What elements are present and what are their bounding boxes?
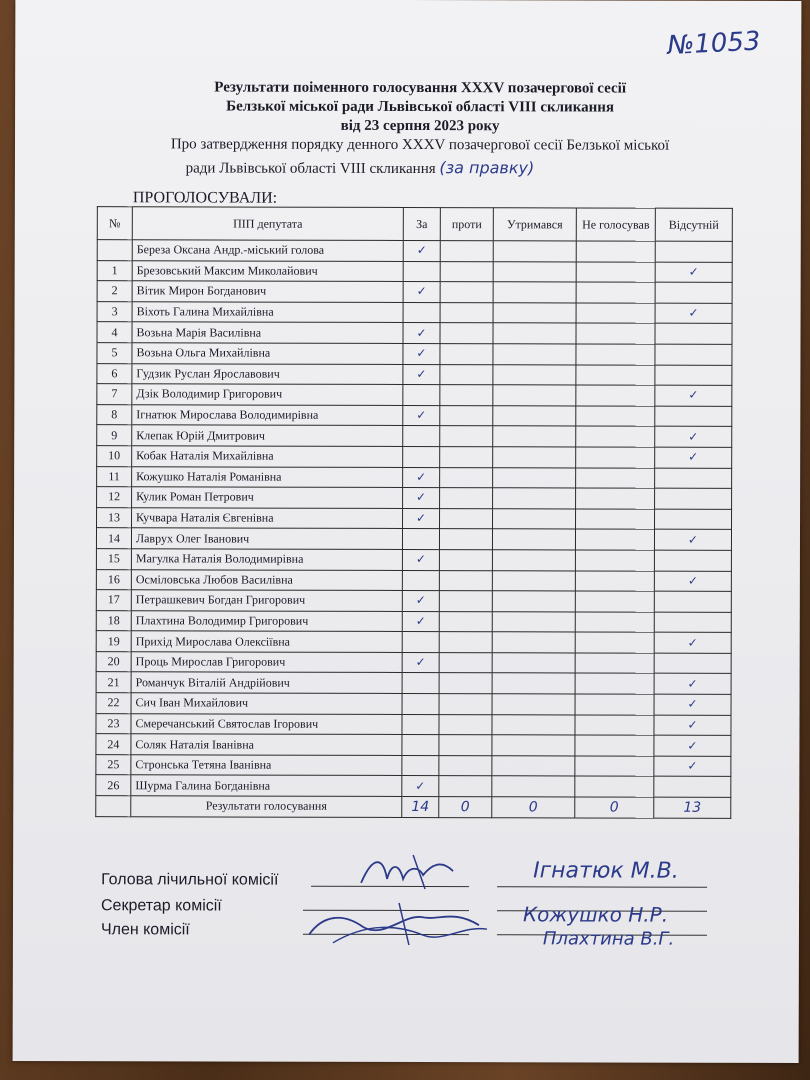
deputy-name: Прихід Мирослава Олексіївна <box>135 633 291 649</box>
row-number: 19 <box>107 633 120 648</box>
row-number: 16 <box>107 572 120 587</box>
table-row <box>97 384 732 406</box>
vote-abstained-cell <box>493 405 576 426</box>
table-row <box>96 713 731 735</box>
vote-not-voted-cell <box>576 344 655 365</box>
row-number: 7 <box>111 386 118 401</box>
deputy-name: Брезовський Максим Миколайович <box>136 263 318 278</box>
vote-against-cell <box>439 529 492 550</box>
voted-label: ПРОГОЛОСУВАЛИ: <box>132 189 278 207</box>
chair-label: Голова лічильної комісії <box>101 871 279 889</box>
row-number: 4 <box>111 324 118 339</box>
col-number: № <box>97 207 132 240</box>
deputy-name: Осміловська Любов Василівна <box>135 572 293 587</box>
vote-absent-mark: ✓ <box>688 305 699 320</box>
row-number: 9 <box>111 427 118 442</box>
vote-abstained-cell <box>492 632 575 653</box>
deputy-name: Кучвара Наталія Євгенівна <box>136 510 274 525</box>
vote-not-voted-cell <box>575 550 654 571</box>
vote-abstained-cell <box>493 426 576 447</box>
vote-abstained-cell <box>493 282 576 303</box>
row-number: 10 <box>108 448 121 463</box>
subject-line-1: Про затвердження порядку денного XXXV позачергової сесії Белзької міської <box>170 136 670 154</box>
vote-abstained-cell <box>492 673 575 694</box>
vote-against-cell <box>440 261 493 282</box>
vote-against-cell <box>439 755 492 776</box>
deputy-name: Возьна Марія Василівна <box>136 324 262 340</box>
vote-not-voted-cell <box>575 591 654 612</box>
vote-not-voted-cell <box>576 509 655 530</box>
vote-against-cell <box>440 508 493 529</box>
vote-not-voted-cell <box>576 406 655 427</box>
deputy-name: Кобак Наталія Михайлівна <box>136 448 274 463</box>
vote-absent-mark: ✓ <box>687 532 699 547</box>
vote-not-voted-cell <box>575 735 654 756</box>
vote-for-mark: ✓ <box>416 490 427 505</box>
vote-for-mark: ✓ <box>415 655 426 670</box>
vote-for-mark: ✓ <box>416 346 427 361</box>
deputy-name: Береза Оксана Андр.-міський голова <box>136 242 325 258</box>
row-number: 6 <box>111 366 118 381</box>
table-row <box>96 755 731 777</box>
row-number: 3 <box>111 304 118 319</box>
table-row <box>97 343 732 365</box>
deputy-name: Магулка Наталія Володимирівна <box>135 551 304 566</box>
vote-not-voted-cell <box>576 262 655 283</box>
secretary-label: Секретар комісії <box>100 897 222 915</box>
vote-against-cell <box>439 714 492 735</box>
vote-against-cell <box>439 652 492 673</box>
table-row <box>96 610 731 632</box>
deputy-name: Стронська Тетяна Іванівна <box>135 757 272 772</box>
row-number: 17 <box>107 592 120 607</box>
subject-handwritten-note: (за правку) <box>439 158 535 178</box>
vote-abstained-cell <box>493 323 576 344</box>
vote-for-mark: ✓ <box>416 366 427 381</box>
vote-not-voted-cell <box>575 756 654 777</box>
table-row <box>97 466 732 488</box>
vote-abstained-cell <box>493 241 576 262</box>
secretary-member-signature <box>303 895 493 955</box>
voting-protocol-sheet <box>13 0 802 1063</box>
vote-absent-mark: ✓ <box>687 635 698 650</box>
vote-absent-mark: ✓ <box>687 697 698 712</box>
table-header-row <box>97 207 732 242</box>
vote-against-cell <box>440 467 493 488</box>
vote-against-cell <box>440 302 493 323</box>
roll-call-table <box>95 206 733 818</box>
row-number: 14 <box>107 530 120 545</box>
registration-number: №1053 <box>666 26 762 62</box>
deputy-name: Вітик Мирон Богданович <box>136 283 267 299</box>
deputy-name: Сич Іван Михайлович <box>135 695 249 710</box>
row-number: 26 <box>107 777 120 792</box>
table-row <box>96 631 731 653</box>
row-number: 18 <box>107 613 120 628</box>
col-against: проти <box>440 208 493 241</box>
row-number: 12 <box>108 489 121 504</box>
vote-against-cell <box>439 694 492 715</box>
deputy-name: Лаврух Олег Іванович <box>135 530 250 546</box>
vote-for-mark: ✓ <box>416 284 427 299</box>
vote-against-cell <box>440 488 493 509</box>
vote-absent-mark: ✓ <box>687 676 698 691</box>
vote-abstained-cell <box>493 447 576 468</box>
vote-absent-mark: ✓ <box>687 758 698 773</box>
deputy-name: Кулик Роман Петрович <box>136 489 254 505</box>
vote-against-cell <box>439 632 492 653</box>
col-not-voted: Не голосував <box>576 208 655 241</box>
vote-absent-mark: ✓ <box>687 738 698 753</box>
vote-for-mark: ✓ <box>415 511 427 526</box>
col-abstained: Утримався <box>493 208 576 241</box>
vote-abstained-cell <box>492 756 575 777</box>
vote-not-voted-cell <box>575 632 654 653</box>
vote-against-cell <box>439 570 492 591</box>
deputy-name: Ігнатюк Мирослава Володимирівна <box>136 407 319 422</box>
row-number: 21 <box>107 674 120 690</box>
vote-against-cell <box>439 673 492 694</box>
vote-not-voted-cell <box>575 570 654 591</box>
table-row <box>97 507 732 529</box>
table-row <box>97 363 732 385</box>
deputy-name: Клепак Юрій Дмитрович <box>136 427 265 443</box>
vote-for-mark: ✓ <box>416 243 427 258</box>
vote-abstained-cell <box>492 653 575 674</box>
row-number: 24 <box>107 736 120 751</box>
vote-absent-mark: ✓ <box>687 573 698 588</box>
table-row <box>96 549 731 571</box>
deputy-name: Віхоть Галина Михайлівна <box>136 304 274 319</box>
row-number: 5 <box>111 345 118 360</box>
table-row <box>97 322 732 344</box>
vote-against-cell <box>439 776 492 797</box>
vote-against-cell <box>440 241 493 262</box>
vote-not-voted-cell <box>576 323 655 344</box>
row-number: 11 <box>108 469 120 484</box>
vote-not-voted-cell <box>575 715 654 736</box>
subject-line-2: ради Львівської області VIII скликання (за правку) <box>185 158 535 178</box>
row-number: 22 <box>107 695 120 710</box>
title-date: від 23 серпня 2023 року <box>340 117 500 135</box>
vote-abstained-cell <box>493 261 576 282</box>
vote-against-cell <box>439 549 492 570</box>
table-row <box>96 652 731 674</box>
vote-absent-mark: ✓ <box>688 449 699 464</box>
vote-for-mark: ✓ <box>415 593 426 608</box>
table-row <box>96 734 731 756</box>
deputy-name: Дзік Володимир Григорович <box>136 386 283 402</box>
vote-abstained-cell <box>493 364 576 385</box>
vote-for-mark: ✓ <box>415 614 426 629</box>
vote-against-cell <box>439 735 492 756</box>
totals-label: Результати голосування <box>131 796 402 817</box>
vote-absent-mark: ✓ <box>687 717 698 732</box>
deputy-name: Шурма Галина Богданівна <box>135 778 271 793</box>
total-against: 0 <box>460 798 470 815</box>
vote-not-voted-cell <box>576 467 655 488</box>
deputy-name: Плахтина Володимир Григорович <box>135 613 309 628</box>
vote-not-voted-cell <box>576 365 655 386</box>
vote-abstained-cell <box>493 467 576 488</box>
table-row <box>97 446 732 468</box>
table-row <box>97 404 732 426</box>
table-row <box>96 693 731 715</box>
vote-against-cell <box>440 282 493 303</box>
vote-not-voted-cell <box>576 385 655 406</box>
vote-abstained-cell <box>492 735 575 756</box>
vote-abstained-cell <box>493 344 576 365</box>
vote-not-voted-cell <box>576 447 655 468</box>
vote-abstained-cell <box>492 611 575 632</box>
vote-not-voted-cell <box>576 303 655 324</box>
vote-abstained-cell <box>492 529 575 550</box>
col-absent: Відсутній <box>655 208 732 241</box>
vote-against-cell <box>440 364 493 385</box>
totals-row <box>96 796 731 818</box>
vote-for-mark: ✓ <box>416 469 427 484</box>
vote-not-voted-cell <box>575 673 654 694</box>
vote-not-voted-cell <box>576 241 655 262</box>
total-abstained: 0 <box>528 799 538 816</box>
vote-abstained-cell <box>493 385 576 406</box>
vote-abstained-cell <box>492 694 575 715</box>
total-absent: 13 <box>683 799 702 816</box>
row-number: 20 <box>107 654 120 669</box>
table-row <box>96 569 731 591</box>
vote-for-mark: ✓ <box>415 778 426 793</box>
vote-for-mark: ✓ <box>416 325 427 340</box>
col-for: За <box>403 207 440 240</box>
vote-abstained-cell <box>492 570 575 591</box>
vote-abstained-cell <box>492 591 575 612</box>
vote-not-voted-cell <box>575 653 654 674</box>
deputy-name: Гудзик Руслан Ярославович <box>136 366 280 381</box>
row-number: 2 <box>111 283 118 298</box>
row-number: 15 <box>107 551 120 566</box>
total-for: 14 <box>411 798 430 815</box>
member-label: Член комісії <box>100 921 190 939</box>
table-row <box>97 240 732 262</box>
table-row <box>97 425 732 447</box>
table-row <box>96 528 731 550</box>
table-row <box>97 487 732 509</box>
row-number: 23 <box>107 716 120 731</box>
title-line-2: Белзької міської ради Львівської області VIII скликання <box>226 98 615 116</box>
vote-absent-mark: ✓ <box>688 264 699 279</box>
vote-not-voted-cell <box>575 776 654 797</box>
col-deputy-name: ПІП депутата <box>132 207 403 241</box>
vote-against-cell <box>440 426 493 447</box>
member-name-handwritten-2: Плахтина В.Г. <box>542 928 675 950</box>
vote-absent-mark: ✓ <box>688 429 699 444</box>
table-row <box>97 301 732 323</box>
table-row <box>96 590 731 612</box>
row-number: 13 <box>108 510 121 525</box>
deputy-name: Кожушко Наталія Романівна <box>136 469 282 484</box>
deputy-name: Соляк Наталія Іванівна <box>135 736 254 752</box>
vote-abstained-cell <box>493 303 576 324</box>
deputy-name: Проць Мирослав Григорович <box>135 654 286 669</box>
vote-abstained-cell <box>492 550 575 571</box>
vote-against-cell <box>440 344 493 365</box>
vote-against-cell <box>440 447 493 468</box>
table-row <box>96 775 731 797</box>
title-line-1: Результати поіменного голосування XXXV позачергової сесії <box>214 79 627 97</box>
deputy-name: Возьна Ольга Михайлівна <box>136 345 271 360</box>
deputy-name: Романчук Віталій Андрійович <box>135 675 290 690</box>
vote-not-voted-cell <box>576 426 655 447</box>
chair-name-handwritten: Ігнатюк М.В. <box>533 858 679 884</box>
vote-against-cell <box>439 591 492 612</box>
table-row <box>96 672 731 694</box>
vote-against-cell <box>440 385 493 406</box>
total-not-voted: 0 <box>609 799 619 816</box>
row-number: 8 <box>111 407 118 422</box>
vote-abstained-cell <box>492 714 575 735</box>
vote-abstained-cell <box>492 776 575 797</box>
vote-abstained-cell <box>493 508 576 529</box>
vote-not-voted-cell <box>576 282 655 303</box>
vote-abstained-cell <box>493 488 576 509</box>
vote-against-cell <box>440 323 493 344</box>
chair-signature <box>353 845 463 895</box>
vote-against-cell <box>439 611 492 632</box>
vote-not-voted-cell <box>575 612 654 633</box>
deputy-name: Петрашкевич Богдан Григорович <box>135 592 306 608</box>
vote-absent-mark: ✓ <box>688 388 699 403</box>
vote-not-voted-cell <box>575 694 654 715</box>
vote-for-mark: ✓ <box>416 408 427 423</box>
vote-not-voted-cell <box>575 529 654 550</box>
table-row <box>97 281 732 303</box>
member-name-handwritten-1: Кожушко Н.Р. <box>522 902 669 927</box>
vote-for-mark: ✓ <box>415 552 426 567</box>
table-row <box>97 260 732 282</box>
deputy-name: Смеречанський Святослав Ігорович <box>135 716 319 731</box>
row-number: 1 <box>111 263 118 278</box>
vote-not-voted-cell <box>576 488 655 509</box>
vote-against-cell <box>440 405 493 426</box>
row-number: 25 <box>107 757 120 772</box>
